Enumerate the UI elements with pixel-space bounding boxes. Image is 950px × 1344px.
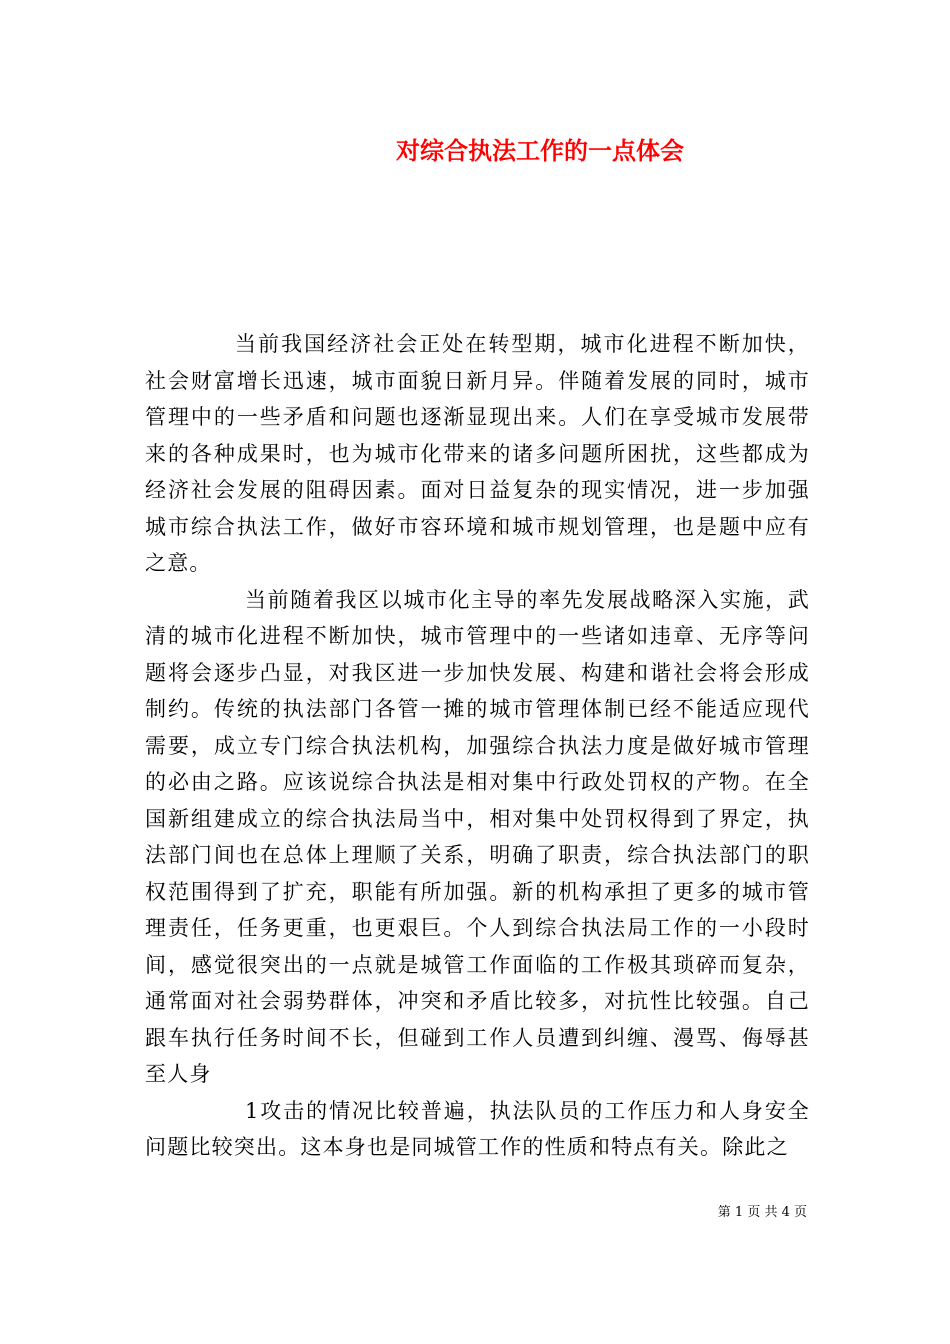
document-body <box>145 326 810 1166</box>
document-title: 对综合执法工作的一点体会 <box>396 136 684 165</box>
paragraph-2: 当前随着我区以城市化主导的率先发展战略深入实施，武清的城市化进程不断加快，城市管理中的一些诸如违章、无序等问题将会逐步凸显，对我区进一步加快发展、构建和谐社会将会形成制约。传统的执法部门各管一摊的城市管理体制已经不能适应现代需要，成立专门综合执法机构，加强综合执法力度是做好城市管理的必由之路。应该说综合执法是相对集中行政处罚权的产物。在全国新组建成立的综合执法局当中，相对集中处罚权得到了界定，执法部门间也在总体上理顺了关系，明确了职责，综合执法部门的职权范围得到了扩充，职能有所加强。新的机构承担了更多的城市管理责任，任务更重，也更艰巨。个人到综合执法局工作的一小段时间，感觉很突出的一点就是城管工作面临的工作极其琐碎而复杂，通常面对社会弱势群体，冲突和矛盾比较多，对抗性比较强。自己跟车执行任务时间不长，但碰到工作人员遭到纠缠、漫骂、侮辱甚至人身 <box>145 587 810 1086</box>
paragraph-3: 1攻击的情况比较普遍，执法队员的工作压力和人身安全问题比较突出。这本身也是同城管工作的性质和特点有关。除此之 <box>145 1098 810 1159</box>
page-number: 第 1 页 共 4 页 <box>717 1205 807 1220</box>
paragraph-1: 当前我国经济社会正处在转型期，城市化进程不断加快，社会财富增长迅速，城市面貌日新月异。伴随着发展的同时，城市管理中的一些矛盾和问题也逐渐显现出来。人们在享受城市发展带来的各种成果时，也为城市化带来的诸多问题所困扰，这些都成为经济社会发展的阻碍因素。面对日益复杂的现实情况，进一步加强城市综合执法工作，做好市容环境和城市规划管理，也是题中应有之意。 <box>145 332 810 575</box>
